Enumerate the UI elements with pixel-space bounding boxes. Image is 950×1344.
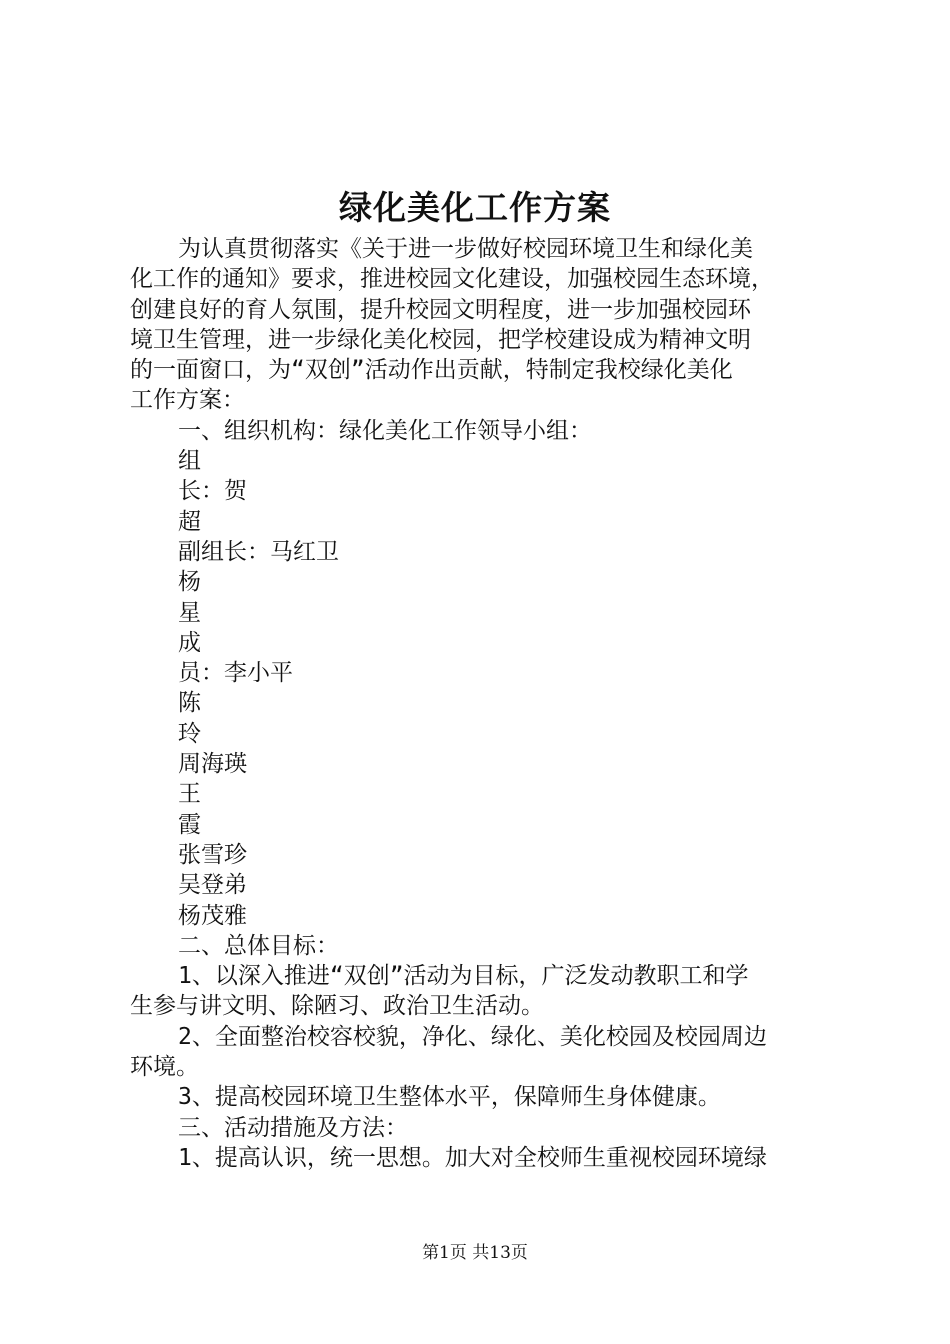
member-line: 长：贺 <box>178 478 247 505</box>
member-line: 员：李小平 <box>178 660 293 687</box>
member-line: 组 <box>178 448 201 475</box>
section-heading: 三、活动措施及方法： <box>178 1114 408 1141</box>
body-line: 1、以深入推进“双创”活动为目标，广泛发动教职工和学 <box>178 963 749 990</box>
body-line: 1、提高认识，统一思想。加大对全校师生重视校园环境绿 <box>178 1144 767 1171</box>
member-line: 超 <box>178 508 201 535</box>
member-line: 杨茂雅 <box>178 902 247 929</box>
document-title: 绿化美化工作方案 <box>339 188 611 227</box>
body-line: 的一面窗口，为“双创”活动作出贡献，特制定我校绿化美化 <box>130 357 733 384</box>
member-line: 霞 <box>178 811 201 838</box>
body-line: 境卫生管理，进一步绿化美化校园，把学校建设成为精神文明 <box>130 326 751 353</box>
body-line: 创建良好的育人氛围，提升校园文明程度，进一步加强校园环 <box>130 296 751 323</box>
member-line: 玲 <box>178 720 201 747</box>
body-line: 环境。 <box>130 1054 199 1081</box>
body-line: 工作方案： <box>130 387 245 414</box>
body-line: 3、提高校园环境卫生整体水平，保障师生身体健康。 <box>178 1084 721 1111</box>
section-heading: 二、总体目标： <box>178 932 339 959</box>
body-line: 生参与讲文明、除陋习、政治卫生活动。 <box>130 993 544 1020</box>
document-body <box>130 234 830 1173</box>
section-heading: 一、组织机构：绿化美化工作领导小组： <box>178 417 592 444</box>
member-line: 杨 <box>178 569 201 596</box>
member-line: 陈 <box>178 690 201 717</box>
body-line: 为认真贯彻落实《关于进一步做好校园环境卫生和绿化美 <box>178 236 753 262</box>
page-footer: 第1页 共13页 <box>422 1243 528 1263</box>
member-line: 周海瑛 <box>178 751 247 778</box>
member-line: 吴登弟 <box>178 872 247 899</box>
body-line: 2、全面整治校容校貌，净化、绿化、美化校园及校园周边 <box>178 1023 767 1050</box>
member-line: 成 <box>178 629 201 656</box>
member-line: 张雪珍 <box>178 841 247 868</box>
member-line: 王 <box>178 781 201 808</box>
member-line: 副组长：马红卫 <box>178 538 339 565</box>
body-line: 化工作的通知》要求，推进校园文化建设，加强校园生态环境， <box>130 266 774 293</box>
member-line: 星 <box>178 599 201 626</box>
